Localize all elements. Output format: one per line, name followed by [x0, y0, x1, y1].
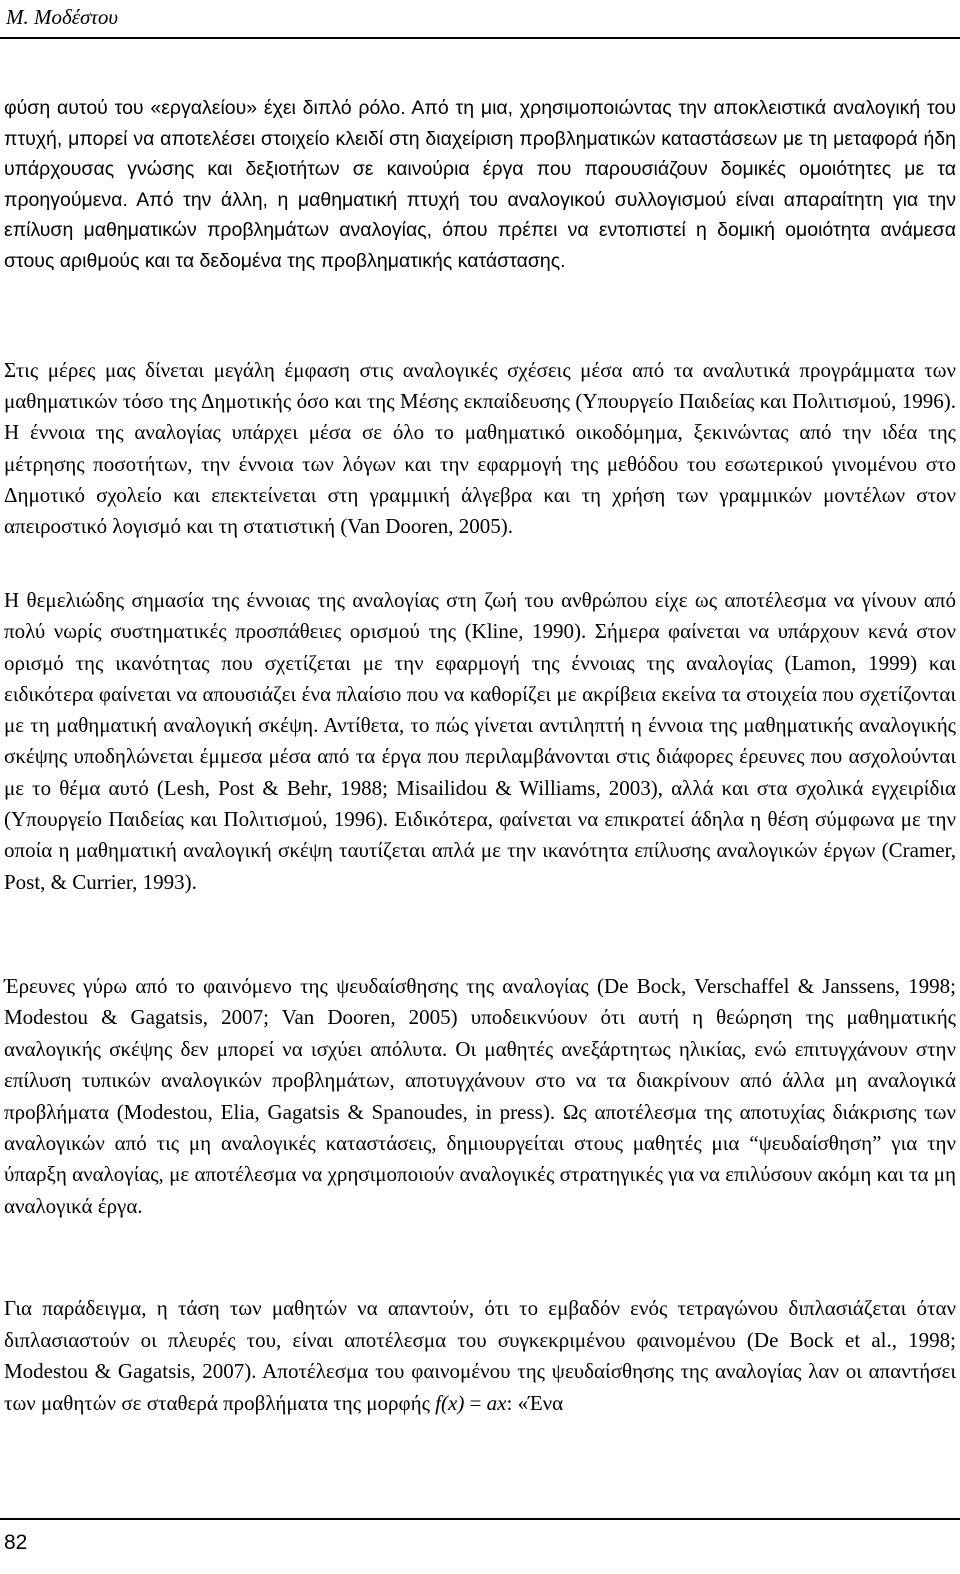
- paragraph-5: [4, 1293, 956, 1419]
- page-number: 82: [4, 1531, 28, 1554]
- formula-fx: f(x): [435, 1390, 465, 1415]
- paragraph-1: φύση αυτού του «εργαλείου» έχει διπλό ρόλο. Από τη μια, χρησιμοποιώντας την αποκλειστικά αναλογική του πτυχή, μπορεί να αποτελέσει στοιχείο κλειδί στη διαχείριση προβληματικών καταστάσεων με τη μεταφορά ήδη υπάρχουσας γνώσης και δεξιοτήτων σε καινούρια έργα που παρουσιάζουν δομικές ομοιότητες με τα προηγούμενα. Από την άλλη, η μαθηματική πτυχή του αναλογικού συλλογισμού είναι απαραίτητη για την επίλυση μαθηματικών προβλημάτων αναλογίας, όπου πρέπει να εντοπιστεί η δομική ομοιότητα ανάμεσα στους αριθμούς και τα δεδομένα της προβληματικής κατάστασης.: [4, 97, 956, 272]
- paragraph-2: Στις μέρες μας δίνεται μεγάλη έμφαση στις αναλογικές σχέσεις μέσα από τα αναλυτικά προγράμματα των μαθηματικών τόσο της Δημοτικής όσο και της Μέσης εκπαίδευσης (Υπουργείο Παιδείας και Πολιτισμού, 1996). Η έννοια της αναλογίας υπάρχει μέσα σε όλο το μαθηματικό οικοδόμημα, ξεκινώντας από την ιδέα της μέτρησης ποσοτήτων, την έννοια των λόγων και την εφαρμογή της μεθόδου του εσωτερικού γινομένου στο Δημοτικό σχολείο και επεκτείνεται στη γραμμική άλγεβρα και τη χρήση των γραμμικών μοντέλων στον απειροστικό λογισμό και τη στατιστική (Van Dooren, 2005).: [4, 358, 956, 539]
- formula-tail: : «Ένα: [506, 1390, 564, 1415]
- paragraph-3: Η θεμελιώδης σημασία της έννοιας της αναλογίας στη ζωή του ανθρώπου είχε ως αποτέλεσμα να γίνουν από πολύ νωρίς συστηματικές προσπάθειες ορισμού της (Kline, 1990). Σήμερα φαίνεται να υπάρχουν κενά στον ορισμό της ικανότητας που σχετίζεται με την εφαρμογή της έννοιας της αναλογίας (Lamon, 1999) και ειδικότερα φαίνεται να απουσιάζει ένα πλαίσιο που να καθορίζει με ακρίβεια εκείνα τα στοιχεία που σχετίζονται με τη μαθηματική αναλογική σκέψη. Αντίθετα, το πώς γίνεται αντιληπτή η έννοια της μαθηματικής αναλογικής σκέψης υποδηλώνεται έμμεσα μέσα από τα έργα που περιλαμβάνονται στις διάφορες έρευνες που ασχολούνται με το θέμα αυτό (Lesh, Post & Behr, 1988; Misailidou & Williams, 2003), αλλά και στα σχολικά εγχειρίδια (Υπουργείο Παιδείας και Πολιτισμού, 1996). Ειδικότερα, φαίνεται να επικρατεί άδηλα η θέση σύμφωνα με την οποία η μαθηματική αναλογική σκέψη ταυτίζεται απλά με την ικανότητα επίλυσης αναλογικών έργων (Cramer, Post, & Currier, 1993).: [4, 588, 956, 894]
- header-rule: [0, 37, 960, 39]
- paragraph-5-text: Για παράδειγμα, η τάση των μαθητών να απαντούν, ότι το εμβαδόν ενός τετραγώνου διπλασιάζεται όταν διπλασιαστούν οι πλευρές του, είναι αποτέλεσμα του συγκεκριμένου φαινομένου (De Bock et al., 1998; Modestou & Gagatsis, 2007). Αποτέλεσμα του φαινομένου της ψευδαίσθησης της αναλογίας λαν οι απαντήσει των μαθητών σε σταθερά προβλήματα της μορφής: [4, 1296, 956, 1415]
- running-header: Μ. Μοδέστου: [6, 5, 119, 29]
- formula-equals: =: [464, 1390, 487, 1415]
- footer-rule: [0, 1518, 960, 1520]
- formula-ax: ax: [486, 1390, 507, 1415]
- paragraph-4: Έρευνες γύρω από το φαινόμενο της ψευδαίσθησης της αναλογίας (De Bock, Verschaffel & Janssens, 1998; Modestou & Gagatsis, 2007; Van Dooren, 2005) υποδεικνύουν ότι αυτή η θεώρηση της μαθηματικής αναλογικής σκέψης δεν μπορεί να ισχύει απόλυτα. Οι μαθητές ανεξάρτητως ηλικίας, ενώ επιτυγχάνουν στην επίλυση τυπικών αναλογικών προβλημάτων, αποτυγχάνουν στο να τα διακρίνουν από άλλα μη αναλογικά προβλήματα (Modestou, Elia, Gagatsis & Spanoudes, in press). Ως αποτέλεσμα της αποτυχίας διάκρισης των αναλογικών από τις μη αναλογικές καταστάσεις, δημιουργείται στους μαθητές μια “ψευδαίσθηση” για την ύπαρξη αναλογίας, με αποτέλεσμα να χρησιμοποιούν αναλογικές στρατηγικές για να επιλύσουν ακόμη και τα μη αναλογικά έργα.: [4, 974, 956, 1218]
